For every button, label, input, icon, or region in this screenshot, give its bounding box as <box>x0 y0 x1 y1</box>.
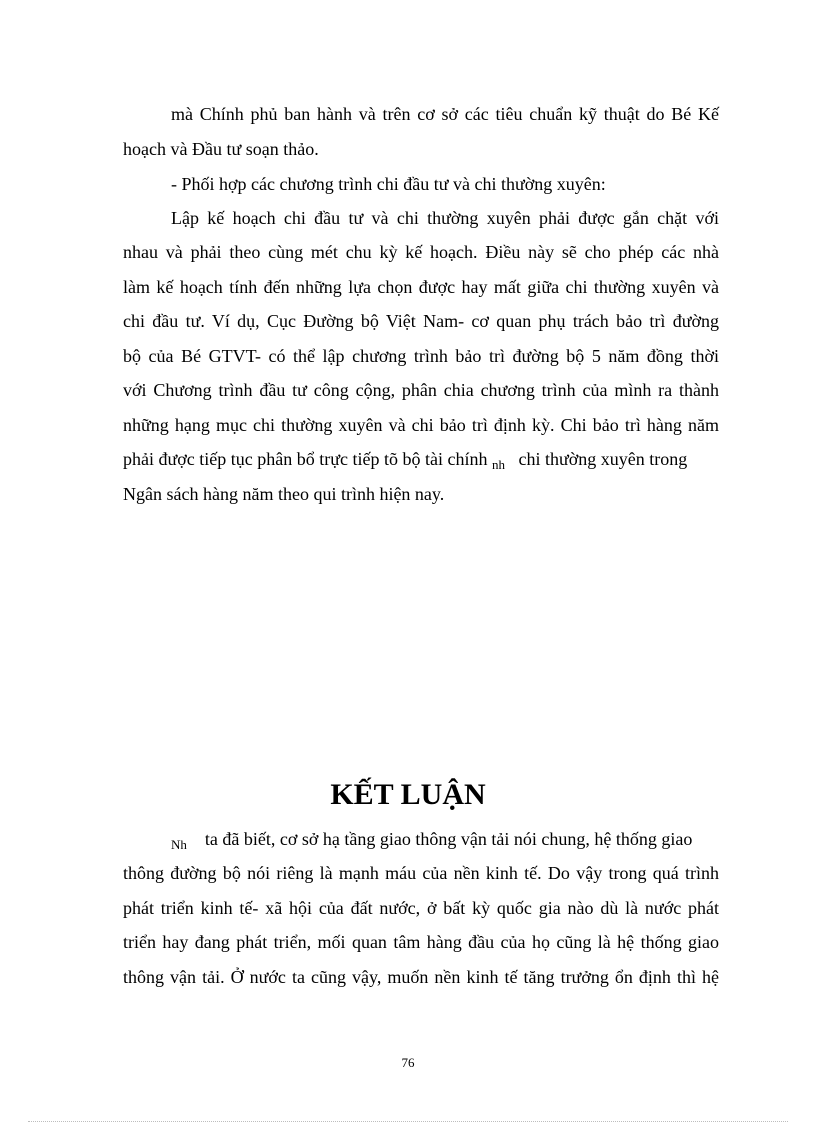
body-line: Lập kế hoạch chi đầu tư và chi thường xuyên phải được gắn chặt với <box>171 208 719 228</box>
bullet-line: - Phối hợp các chương trình chi đầu tư và chi thường xuyên: <box>171 174 606 194</box>
footer-divider <box>28 1121 788 1122</box>
body-line: nhau và phải theo cùng mét chu kỳ kế hoạch. Điều này sẽ cho phép các nhà <box>123 242 719 262</box>
body-line: chi đầu tư. Ví dụ, Cục Đường bộ Việt Nam- cơ quan phụ trách bảo trì đường <box>123 311 719 331</box>
body-line: những hạng mục chi thường xuyên và chi bảo trì định kỳ. Chi bảo trì hàng năm <box>123 415 719 435</box>
body-line <box>171 827 719 857</box>
text-fragment: Nh <box>171 837 187 852</box>
page-number: 76 <box>401 1055 415 1070</box>
text: phải được tiếp tục phân bổ trực tiếp tõ bộ tài chính <box>123 449 488 469</box>
body-line: thông đường bộ nói riêng là mạnh máu của nền kinh tế. Do vậy trong quá trình <box>123 863 719 883</box>
text: mà Chính phủ ban hành và trên cơ sở các tiêu chuẩn kỹ thuật do Bé Kế <box>171 104 719 124</box>
body-line <box>123 447 719 477</box>
body-line: với Chương trình đầu tư công cộng, phân chia chương trình của mình ra thành <box>123 380 719 400</box>
body-line: làm kế hoạch tính đến những lựa chọn được hay mất giữa chi thường xuyên và <box>123 277 719 297</box>
body-line: phát triển kinh tế- xã hội của đất nước, ở bất kỳ quốc gia nào dù là nước phát <box>123 898 719 918</box>
body-line: Ngân sách hàng năm theo qui trình hiện nay. <box>123 484 445 504</box>
body-line: hoạch và Đầu tư soạn thảo. <box>123 139 319 159</box>
text: chi thường xuyên trong <box>518 449 688 469</box>
body-line: bộ của Bé GTVT- có thể lập chương trình bảo trì đường bộ 5 năm đồng thời <box>123 346 719 366</box>
body-line: triển hay đang phát triển, mối quan tâm hàng đầu của họ cũng là hệ thống giao <box>123 932 719 952</box>
text-fragment: nh <box>491 457 505 472</box>
section-heading: KẾT LUẬN <box>330 778 486 811</box>
body-line: thông vận tải. Ở nước ta cũng vậy, muốn nền kinh tế tăng trưởng ổn định thì hệ <box>123 967 719 987</box>
text: ta đã biết, cơ sở hạ tầng giao thông vận tải nói chung, hệ thống giao <box>204 829 693 849</box>
body-line <box>123 102 719 126</box>
